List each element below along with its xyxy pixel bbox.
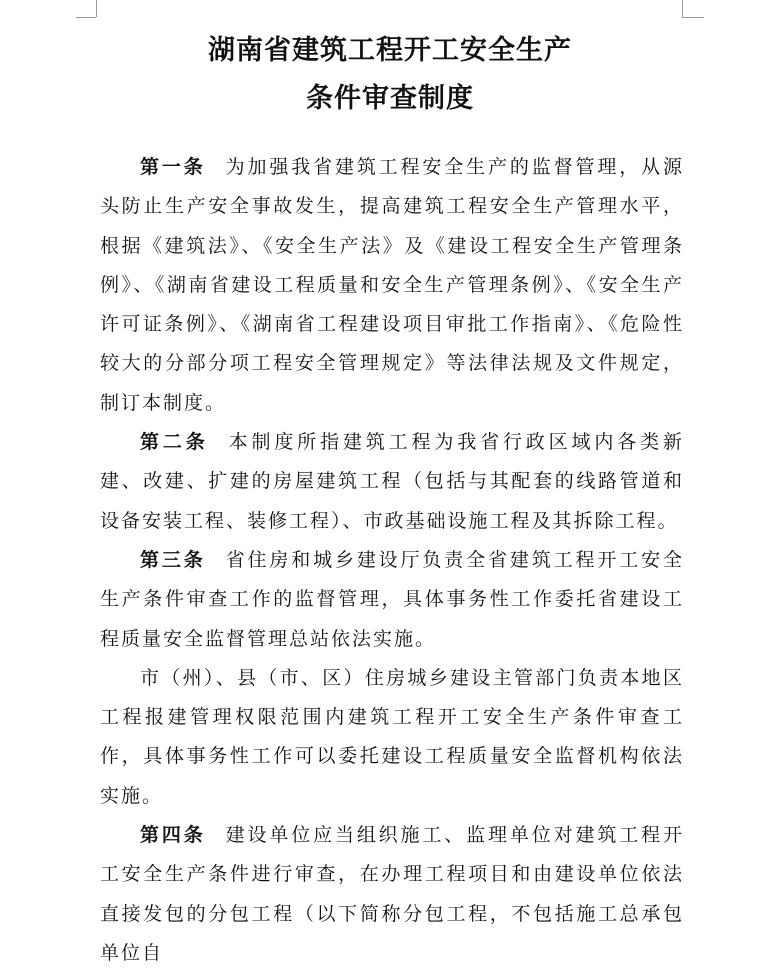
document-body: [100, 148, 684, 973]
page-corner-mark-right: [682, 0, 683, 17]
page-corner-mark-left-h: [76, 17, 96, 18]
article-1-heading: 第一条: [140, 156, 206, 178]
article-2-text: 本制度所指建筑工程为我省行政区域内各类新建、改建、扩建的房屋建筑工程（包括与其配套的线路管道和设备安装工程、装修工程）、市政基础设施工程及其拆除工程。: [100, 431, 684, 532]
article-1-paragraph: [100, 148, 684, 423]
article-3-sub-text: 市（州）、县（市、区）住房城乡建设主管部门负责本地区工程报建管理权限范围内建筑工程开工安全生产条件审查工作，具体事务性工作可以委托建设工程质量安全监督机构依法实施。: [100, 666, 684, 807]
document-title-line-1: 湖南省建筑工程开工安全生产: [208, 35, 572, 66]
article-4-paragraph: [100, 816, 684, 973]
article-2-heading: 第二条: [140, 431, 209, 454]
article-1-text: 为加强我省建筑工程安全生产的监督管理，从源头防止生产安全事故发生，提高建筑工程安全生产管理水平，根据《建筑法》、《安全生产法》及《建设工程安全生产管理条例》、《湖南省建设工程质量和安全生产管理条例》、《安全生产许可证条例》、《湖南省工程建设项目审批工作指南》、《危险性较大的分部分项工程安全管理规定》等法律法规及文件规定，制订本制度。: [100, 156, 684, 414]
article-3-heading: 第三条: [140, 548, 206, 571]
article-3-paragraph: [100, 541, 684, 659]
article-3-text: 省住房和城乡建设厅负责全省建筑工程开工安全生产条件审查工作的监督管理，具体事务性工作委托省建设工程质量安全监督管理总站依法实施。: [100, 548, 684, 650]
document-title-line-2: 条件审查制度: [306, 83, 474, 114]
page-corner-mark-left: [96, 0, 97, 17]
article-4-heading: 第四条: [140, 824, 206, 847]
article-3-subparagraph: [100, 659, 684, 816]
page-corner-mark-right-h: [682, 17, 704, 18]
article-4-text: 建设单位应当组织施工、监理单位对建筑工程开工安全生产条件进行审查，在办理工程项目和由建设单位依法直接发包的分包工程（以下简称分包工程，不包括施工总承包单位自: [100, 824, 684, 964]
article-2-paragraph: [100, 423, 684, 541]
